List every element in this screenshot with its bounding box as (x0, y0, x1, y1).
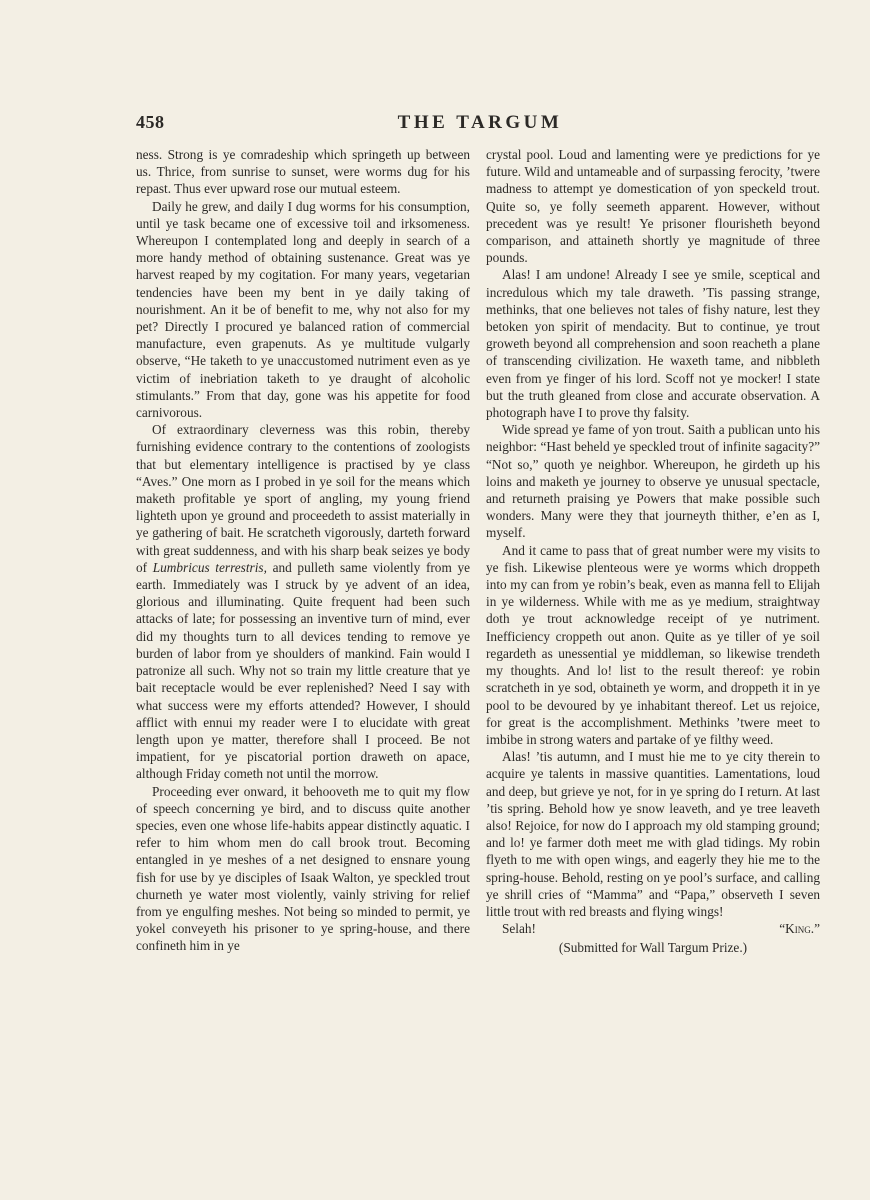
paragraph-text: Of extraordinary cleverness was this robin, thereby furnishing evidence contrary to the contentions of zoologists that but elementary intelligence is practised by ye class “Aves.” One morn as I probed in ye soil for the means which maketh profitable ye sport of angling, my young friend lighteth upon ye ground and proceedeth to assist materially in ye gathering of bait. He scratcheth vigorously, darteth forward with great suddenness, and with his sharp beak seizes ye body of (136, 422, 470, 575)
italic-species-name: Lumbricus terrestris, (152, 559, 267, 575)
selah-text: Selah! (502, 921, 536, 937)
paragraph: Daily he grew, and daily I dug worms for his consumption, until ye task became one of excessive toil and irksomeness. Whereupon I contemplated long and deeply in search of a more handy method of obtaining sustenance. Great was ye harvest reaped by my cogitation. For many years, vegetarian tendencies have been my bent in ye daily taking of nourishment. An it be of benefit to me, why not also for my pet? Directly I procured ye balanced ration of commercial manufacture, even grapenuts. As ye multitude vulgarly observe, “He taketh to ye unaccustomed nutriment even as ye victim of inebriation taketh to ye draught of alcoholic stimulants.” From that day, gone was his appetite for food carnivorous. (136, 198, 470, 421)
paragraph: Proceeding ever onward, it behooveth me to quit my flow of speech concerning ye bird, and to discuss quite another species, even one whose life-habits appear distinctly aquatic. I refer to him whom men do call brook trout. Becoming entangled in ye meshes of a net designed to ensnare young fish for use by ye disciples of Isaak Walton, ye speckled trout churneth ye water most violently, vainly striving for relief from ye engulfing meshes. Not being so minded to permit, ye yokel conveyeth his prisoner to ye spring-house, and there confineth him in ye (136, 783, 470, 954)
signature: “King.” (779, 921, 820, 937)
right-column (486, 146, 820, 957)
paragraph-text: Alas! ’tis autumn, and I must hie me to ye city therein to acquire ye talents in massive quantities. Lamentations, loud and deep, but grieve ye not, for in ye spring do I return. At last ’tis spring. Behold how ye snow leaveth, and ye tree leaveth also! Rejoice, for now do I approach my old stamping ground; and lo! ye farmer doth meet me with glad tidings. My robin flyeth to me with open wings, and eagerly they hie me to the spring-house. Behold, resting on ye pool’s surface, and calling ye shrill cries of “Mamma” and “Papa,” observeth I seven little trout with red breasts and flying wings! (486, 749, 820, 919)
submission-credit: (Submitted for Wall Targum Prize.) (558, 940, 748, 956)
paragraph-text: and pulleth same violently from ye earth. Immediately was I struck by ye advent of an idea, glorious and illuminating. Quite frequent had been such attacks of late; for possessing an inventive turn of mind, ever did my thoughts turn to all devices tending to remove ye burden of labor from ye shoulders of mankind. Fain would I patronize all such. Why not so train my little creature that ye bait receptacle would be ever replenished? Need I say with what success were my efforts attended? However, I should afflict with ennui my reader were I to elucidate with great length upon ye matter, therefore shall I proceed. Be not impatient, for ye piscatorial portion draweth on apace, although Friday cometh not until the morrow. (136, 559, 470, 782)
page-header (136, 112, 824, 136)
paragraph (486, 748, 820, 937)
page-number: 458 (136, 112, 165, 132)
running-title: THE TARGUM (397, 112, 563, 133)
paragraph: Wide spread ye fame of yon trout. Saith a publican unto his neighbor: “Hast beheld ye speckled trout of infinite sagacity?” “Not so,” quoth ye neighbor. Whereupon, he girdeth up his loins and maketh ye journey to observe ye unusual spectacle, and returneth praising ye Powers that make possible such wonders. Many were they that journeyth thither, e’en as I, myself. (486, 422, 820, 541)
paragraph: ness. Strong is ye comradeship which springeth up between us. Thrice, from sunrise to sunset, were worms dug for his repast. Thus ever upward rose our mutual esteem. (136, 147, 470, 197)
paragraph: And it came to pass that of great number were my visits to ye fish. Likewise plenteous were ye worms which droppeth into my can from ye robin’s beak, even as manna fell to Elijah in ye wilderness. While with me as ye medium, straightway doth ye trout acknowledge receipt of ye nutriment. Inefficiency croppeth out anon. Quite as ye tiller of ye soil regardeth as unessential ye middleman, so likewise trendeth my thoughts. And lo! list to the result thereof: ye robin scratcheth in ye sod, obtaineth ye worm, and droppeth it in ye pool to be devoured by ye inhabitant thereof. Let us rejoice, for great is the accomplishment. Methinks ’twere meet to imbibe in strong waters and partake of ye filthy weed. (486, 542, 820, 747)
closing-line (486, 920, 820, 937)
paragraph: Alas! I am undone! Already I see ye smile, sceptical and incredulous which my tale draweth. ’Tis passing strange, methinks, that one believes not tales of fishy nature, lest they betoken yon spirit of mendacity. But to continue, ye trout groweth beyond all comprehension and soon reacheth a plane of transcending civilization. He waxeth tame, and nibbleth even from ye finger of his lord. Scoff not ye mocker! I state but the truth gleaned from close and accurate observation. A photograph have I to prove thy falsity. (486, 267, 820, 421)
paragraph: crystal pool. Loud and lamenting were ye predictions for ye future. Wild and untameable and of surpassing ferocity, ’twere madness to attempt ye domestication of yon speckeld trout. Quite so, ye folly seemeth apparent. However, without precedent was ye result! Ye prisoner flourisheth beyond comparison, and attaineth shortly ye magnitude of three pounds. (486, 147, 820, 266)
left-column (136, 146, 470, 955)
paragraph (136, 421, 470, 782)
